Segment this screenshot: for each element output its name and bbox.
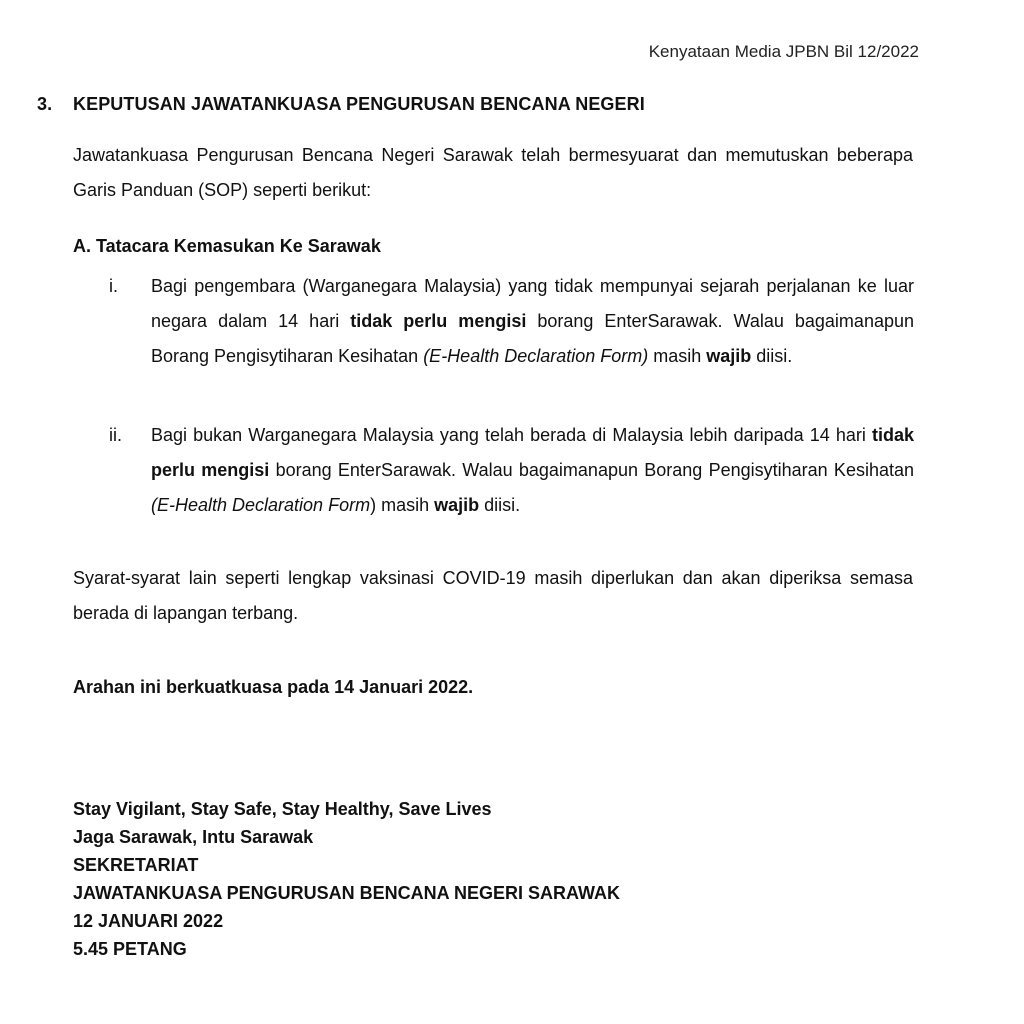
media-statement-reference: Kenyataan Media JPBN Bil 12/2022 <box>648 42 919 61</box>
list-item-text: Bagi pengembara (Warganegara Malaysia) yang tidak mempunyai sejarah perjalanan ke luar negara dalam 14 hari tidak perlu mengisi borang EnterSarawak. Walau bagaimanapun Borang Pengisytiharan Kesihatan (E-Health Declaration Form) masih wajib diisi. <box>151 276 914 366</box>
slogan-line: Stay Vigilant, Stay Safe, Stay Healthy, Save Lives <box>73 799 492 819</box>
emphasis-bold: tidak perlu mengisi <box>151 425 914 480</box>
conditions-paragraph <box>73 561 913 631</box>
emphasis-italic: (E-Health Declaration Form <box>151 495 371 515</box>
section-intro <box>73 138 913 208</box>
effective-date-statement: Arahan ini berkuatkuasa pada 14 Januari 2022. <box>73 677 474 697</box>
issue-time: 5.45 PETANG <box>73 939 187 959</box>
emphasis-bold: tidak perlu mengisi <box>350 311 527 331</box>
conditions-text: Syarat-syarat lain seperti lengkap vaksinasi COVID-19 masih diperlukan dan akan diperiksa semasa berada di lapangan terbang. <box>73 568 913 623</box>
list-item-text: Bagi bukan Warganegara Malaysia yang telah berada di Malaysia lebih daripada 14 hari tidak perlu mengisi borang EnterSarawak. Walau bagaimanapun Borang Pengisytiharan Kesihatan (E-Health Declaration Form) masih wajib diisi. <box>151 425 914 515</box>
section-intro-text: Jawatankuasa Pengurusan Bencana Negeri Sarawak telah bermesyuarat dan memutuskan beberapa Garis Panduan (SOP) seperti berikut: <box>73 145 913 200</box>
secretariat-label: SEKRETARIAT <box>73 855 199 875</box>
signature-block <box>73 795 620 963</box>
emphasis-italic: (E-Health Declaration Form) <box>423 346 649 366</box>
section-number: 3. <box>37 94 53 114</box>
list-item <box>109 418 914 523</box>
section-title: KEPUTUSAN JAWATANKUASA PENGURUSAN BENCANA NEGERI <box>73 94 645 114</box>
emphasis-bold: wajib <box>706 346 752 366</box>
issue-date: 12 JANUARI 2022 <box>73 911 224 931</box>
slogan-line: Jaga Sarawak, Intu Sarawak <box>73 827 314 847</box>
section-heading <box>37 94 645 115</box>
list-item <box>109 269 914 374</box>
list-numeral: ii. <box>109 425 122 445</box>
emphasis-bold: wajib <box>434 495 480 515</box>
committee-name: JAWATANKUASA PENGURUSAN BENCANA NEGERI SARAWAK <box>73 883 621 903</box>
list-numeral: i. <box>109 276 118 296</box>
subsection-title: A. Tatacara Kemasukan Ke Sarawak <box>73 236 381 256</box>
